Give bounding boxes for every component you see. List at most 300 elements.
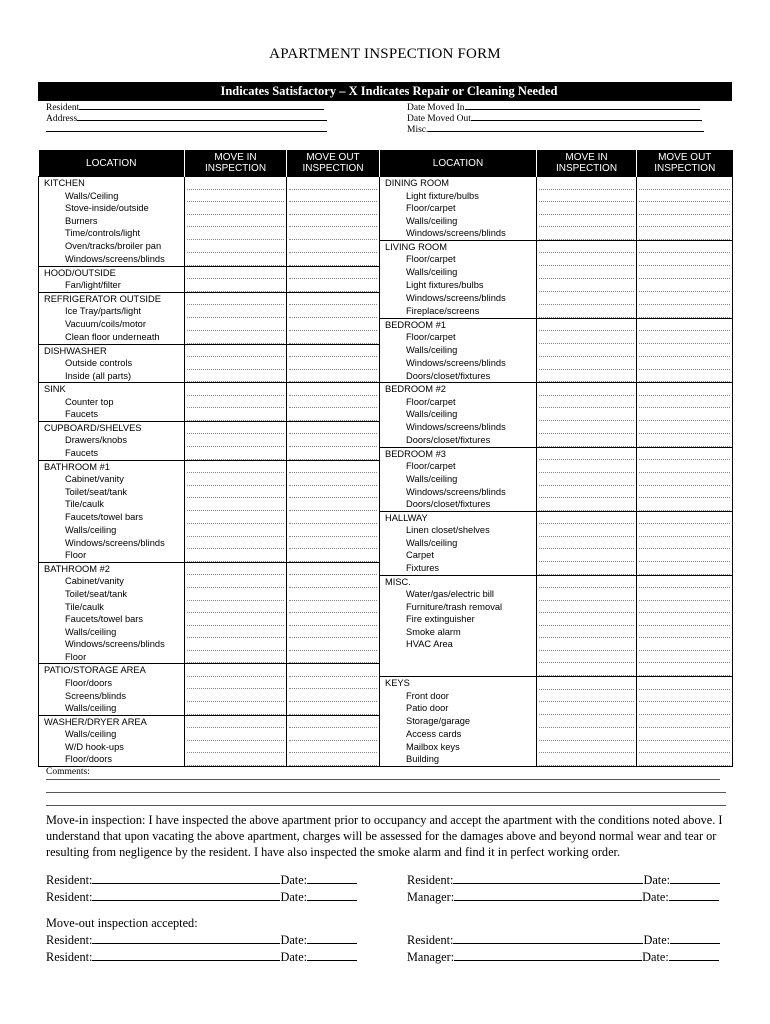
move-in-inspection-cell[interactable] xyxy=(537,227,637,240)
move-in-inspection-cell[interactable] xyxy=(537,292,637,305)
entry-line xyxy=(187,486,284,499)
entry-line xyxy=(539,626,634,639)
resident-signature-field[interactable] xyxy=(92,889,280,901)
header-location-right: LOCATION xyxy=(380,150,537,177)
move-out-inspection-cell[interactable] xyxy=(637,651,733,664)
move-in-inspection-cell[interactable] xyxy=(185,383,287,396)
move-in-inspection-cell[interactable] xyxy=(185,344,287,357)
resident-field[interactable] xyxy=(79,101,324,110)
location-item: Windows/screens/blinds xyxy=(380,421,537,434)
move-in-inspection-cell[interactable] xyxy=(185,753,287,766)
move-out-inspection-cell[interactable] xyxy=(637,537,733,550)
entry-line xyxy=(289,524,377,537)
move-out-inspection-cell[interactable] xyxy=(637,370,733,383)
move-out-inspection-cell[interactable] xyxy=(287,638,380,651)
section-heading: DINING ROOM xyxy=(380,177,537,190)
entry-line xyxy=(539,690,634,703)
location-item: Drawers/knobs xyxy=(39,434,185,447)
entry-line xyxy=(539,562,634,575)
move-in-inspection-cell[interactable] xyxy=(185,664,287,677)
move-out-inspection-cell[interactable] xyxy=(287,728,380,741)
address-field[interactable] xyxy=(77,112,327,121)
move-in-inspection-cell[interactable] xyxy=(185,537,287,550)
entry-line xyxy=(289,305,377,318)
move-out-inspection-cell[interactable] xyxy=(637,524,733,537)
resident-signature-field[interactable] xyxy=(92,932,280,944)
entry-line xyxy=(539,741,634,754)
location-item: Smoke alarm xyxy=(380,626,537,639)
table-row xyxy=(39,511,733,524)
move-in-inspection-cell[interactable] xyxy=(537,266,637,279)
move-in-inspection-cell[interactable] xyxy=(185,227,287,240)
entry-line xyxy=(187,601,284,614)
move-out-inspection-cell[interactable] xyxy=(287,626,380,639)
move-out-inspection-cell[interactable] xyxy=(637,702,733,715)
move-in-inspection-cell[interactable] xyxy=(537,613,637,626)
move-in-inspection-cell[interactable] xyxy=(185,177,287,190)
move-in-inspection-cell[interactable] xyxy=(185,215,287,228)
move-in-inspection-cell[interactable] xyxy=(537,447,637,460)
move-out-inspection-cell[interactable] xyxy=(637,690,733,703)
move-in-inspection-cell[interactable] xyxy=(537,651,637,664)
manager-signature-field[interactable] xyxy=(454,889,642,901)
move-out-inspection-cell[interactable] xyxy=(637,305,733,318)
info-left xyxy=(46,101,327,134)
move-out-inspection-cell[interactable] xyxy=(287,215,380,228)
move-in-inspection-cell[interactable] xyxy=(537,279,637,292)
move-in-inspection-cell[interactable] xyxy=(185,266,287,279)
move-out-inspection-cell[interactable] xyxy=(637,447,733,460)
move-in-inspection-cell[interactable] xyxy=(537,715,637,728)
move-out-inspection-cell[interactable] xyxy=(287,292,380,305)
move-out-inspection-cell[interactable] xyxy=(287,486,380,499)
move-in-inspection-cell[interactable] xyxy=(537,215,637,228)
move-in-inspection-cell[interactable] xyxy=(537,190,637,203)
resident-sig-label: Resident: xyxy=(46,949,93,964)
resident-signature-field[interactable] xyxy=(92,949,280,961)
table-row xyxy=(39,434,733,447)
location-item: Walls/ceiling xyxy=(39,702,185,715)
move-out-inspection-cell[interactable] xyxy=(287,421,380,434)
move-out-inspection-cell[interactable] xyxy=(637,613,733,626)
entry-line xyxy=(539,279,634,292)
move-out-inspection-cell[interactable] xyxy=(637,190,733,203)
move-out-inspection-cell[interactable] xyxy=(637,460,733,473)
entry-line xyxy=(289,728,377,741)
move-in-inspection-cell[interactable] xyxy=(185,447,287,460)
move-in-inspection-cell[interactable] xyxy=(185,511,287,524)
move-out-inspection-cell[interactable] xyxy=(637,715,733,728)
entry-line xyxy=(539,601,634,614)
move-out-inspection-cell[interactable] xyxy=(637,601,733,614)
entry-line xyxy=(289,253,377,266)
move-in-inspection-cell[interactable] xyxy=(537,434,637,447)
move-in-inspection-cell[interactable] xyxy=(537,473,637,486)
location-item: Floor/carpet xyxy=(380,202,537,215)
move-in-inspection-cell[interactable] xyxy=(185,473,287,486)
entry-line xyxy=(289,664,377,677)
move-in-inspection-cell[interactable] xyxy=(537,408,637,421)
move-in-inspection-cell[interactable] xyxy=(537,370,637,383)
move-in-inspection-cell[interactable] xyxy=(185,305,287,318)
move-out-inspection-cell[interactable] xyxy=(287,524,380,537)
misc-field[interactable] xyxy=(428,123,704,132)
move-in-inspection-cell[interactable] xyxy=(185,486,287,499)
entry-line xyxy=(289,511,377,524)
move-out-inspection-cell[interactable] xyxy=(287,677,380,690)
section-heading: KEYS xyxy=(380,677,537,690)
move-in-inspection-cell[interactable] xyxy=(185,601,287,614)
entry-line xyxy=(639,448,730,461)
comments-line-3[interactable] xyxy=(46,793,726,806)
move-in-inspection-cell[interactable] xyxy=(185,460,287,473)
move-in-inspection-cell[interactable] xyxy=(537,460,637,473)
entry-line xyxy=(187,690,284,703)
move-in-inspection-cell[interactable] xyxy=(185,549,287,562)
move-out-inspection-cell[interactable] xyxy=(287,537,380,550)
move-out-inspection-cell[interactable] xyxy=(637,677,733,690)
move-in-inspection-cell[interactable] xyxy=(537,331,637,344)
move-out-inspection-cell[interactable] xyxy=(287,383,380,396)
resident-date-field[interactable] xyxy=(307,932,357,944)
entry-line xyxy=(639,588,730,601)
comments-field[interactable] xyxy=(46,767,720,780)
move-out-inspection-cell[interactable] xyxy=(287,240,380,253)
move-out-inspection-cell[interactable] xyxy=(287,753,380,766)
move-out-inspection-cell[interactable] xyxy=(287,715,380,728)
move-in-inspection-cell[interactable] xyxy=(537,741,637,754)
move-out-inspection-cell[interactable] xyxy=(287,331,380,344)
move-out-inspection-cell[interactable] xyxy=(637,331,733,344)
move-in-inspection-cell[interactable] xyxy=(537,177,637,190)
move-out-inspection-cell[interactable] xyxy=(637,638,733,651)
move-in-inspection-cell[interactable] xyxy=(537,357,637,370)
move-out-inspection-cell[interactable] xyxy=(287,279,380,292)
move-out-inspection-cell[interactable] xyxy=(287,613,380,626)
move-in-inspection-cell[interactable] xyxy=(185,562,287,575)
table-row xyxy=(39,177,733,190)
entry-line xyxy=(539,524,634,537)
address-label: Address xyxy=(46,114,78,124)
move-out-inspection-cell[interactable] xyxy=(287,305,380,318)
table-row xyxy=(39,344,733,357)
move-in-inspection-cell[interactable] xyxy=(185,638,287,651)
entry-line xyxy=(639,331,730,344)
move-out-inspection-cell[interactable] xyxy=(287,575,380,588)
move-in-inspection-cell[interactable] xyxy=(537,511,637,524)
move-out-inspection-cell[interactable] xyxy=(287,498,380,511)
location-item: Front door xyxy=(380,690,537,703)
move-in-inspection-cell[interactable] xyxy=(185,253,287,266)
move-in-inspection-cell[interactable] xyxy=(185,408,287,421)
move-out-inspection-cell[interactable] xyxy=(287,190,380,203)
move-in-inspection-cell[interactable] xyxy=(185,677,287,690)
move-in-inspection-cell[interactable] xyxy=(185,279,287,292)
move-in-inspection-cell[interactable] xyxy=(185,651,287,664)
move-in-inspection-cell[interactable] xyxy=(185,240,287,253)
table-row xyxy=(39,240,733,253)
move-out-inspection-cell[interactable] xyxy=(287,227,380,240)
move-out-inspection-cell[interactable] xyxy=(287,601,380,614)
resident-signature-field[interactable] xyxy=(453,872,643,884)
resident-label: Resident xyxy=(46,103,80,113)
move-out-inspection-cell[interactable] xyxy=(287,651,380,664)
resident-sig-label: Resident: xyxy=(46,933,93,947)
move-in-inspection-cell[interactable] xyxy=(537,588,637,601)
move-out-inspection-cell[interactable] xyxy=(637,357,733,370)
move-out-inspection-cell[interactable] xyxy=(287,588,380,601)
move-in-inspection-cell[interactable] xyxy=(185,202,287,215)
move-out-inspection-cell[interactable] xyxy=(287,460,380,473)
resident-date-field[interactable] xyxy=(307,872,357,884)
move-in-inspection-cell[interactable] xyxy=(537,690,637,703)
resident-date-field[interactable] xyxy=(670,872,720,884)
move-out-inspection-cell[interactable] xyxy=(637,498,733,511)
move-in-inspection-cell[interactable] xyxy=(537,486,637,499)
move-in-inspection-cell[interactable] xyxy=(185,190,287,203)
move-out-inspection-cell[interactable] xyxy=(637,473,733,486)
move-out-inspection-cell[interactable] xyxy=(287,357,380,370)
entry-line xyxy=(639,601,730,614)
move-in-inspection-cell[interactable] xyxy=(537,638,637,651)
move-out-inspection-cell[interactable] xyxy=(287,511,380,524)
move-in-inspection-cell[interactable] xyxy=(185,434,287,447)
move-in-inspection-cell[interactable] xyxy=(537,753,637,766)
move-out-inspection-cell[interactable] xyxy=(637,549,733,562)
move-out-inspection-cell[interactable] xyxy=(637,240,733,253)
manager-date-field[interactable] xyxy=(669,949,719,961)
move-out-inspection-cell[interactable] xyxy=(637,215,733,228)
location-item xyxy=(380,651,537,664)
resident-signature-field[interactable] xyxy=(92,872,280,884)
table-row xyxy=(39,562,733,575)
move-in-inspection-cell[interactable] xyxy=(537,396,637,409)
move-out-inspection-cell[interactable] xyxy=(287,434,380,447)
move-in-inspection-cell[interactable] xyxy=(537,664,637,677)
move-in-inspection-cell[interactable] xyxy=(537,575,637,588)
move-in-inspection-cell[interactable] xyxy=(537,677,637,690)
location-item: Cabinet/vanity xyxy=(39,575,185,588)
section-heading: BATHROOM #1 xyxy=(39,460,185,473)
move-out-inspection-cell[interactable] xyxy=(287,396,380,409)
location-item: Furniture/trash removal xyxy=(380,601,537,614)
entry-line xyxy=(539,728,634,741)
move-out-inspection-cell[interactable] xyxy=(637,253,733,266)
move-out-inspection-cell[interactable] xyxy=(287,447,380,460)
move-out-inspection-cell[interactable] xyxy=(287,202,380,215)
move-in-inspection-cell[interactable] xyxy=(185,370,287,383)
move-in-inspection-cell[interactable] xyxy=(537,202,637,215)
move-out-inspection-cell[interactable] xyxy=(637,421,733,434)
entry-line xyxy=(187,613,284,626)
inspection-table xyxy=(38,150,733,767)
entry-line xyxy=(289,345,377,358)
header-move-in-right: MOVE IN INSPECTION xyxy=(537,150,637,177)
entry-line xyxy=(187,498,284,511)
manager-sig-label: Manager: xyxy=(407,949,455,964)
move-in-inspection-cell[interactable] xyxy=(185,702,287,715)
table-row xyxy=(39,318,733,331)
move-in-inspection-cell[interactable] xyxy=(537,498,637,511)
move-in-inspection-cell[interactable] xyxy=(185,498,287,511)
table-row xyxy=(39,331,733,344)
move-in-inspection-cell[interactable] xyxy=(537,383,637,396)
move-out-inspection-cell[interactable] xyxy=(287,562,380,575)
move-in-signatures-left xyxy=(46,872,357,905)
move-in-inspection-cell[interactable] xyxy=(185,613,287,626)
move-out-inspection-cell[interactable] xyxy=(637,486,733,499)
move-out-inspection-cell[interactable] xyxy=(287,318,380,331)
entry-line xyxy=(289,588,377,601)
move-out-inspection-cell[interactable] xyxy=(287,664,380,677)
move-out-inspection-cell[interactable] xyxy=(637,177,733,190)
entry-line xyxy=(539,638,634,651)
move-out-inspection-cell[interactable] xyxy=(637,344,733,357)
move-in-inspection-cell[interactable] xyxy=(537,728,637,741)
move-out-inspection-cell[interactable] xyxy=(287,266,380,279)
entry-line xyxy=(187,447,284,460)
entry-line xyxy=(187,177,284,190)
move-out-inspection-cell[interactable] xyxy=(287,177,380,190)
table-row xyxy=(39,370,733,383)
move-out-inspection-cell[interactable] xyxy=(637,227,733,240)
table-row xyxy=(39,215,733,228)
move-in-inspection-cell[interactable] xyxy=(537,702,637,715)
date-moved-in-field[interactable] xyxy=(465,101,700,110)
entry-line xyxy=(289,690,377,703)
move-in-inspection-cell[interactable] xyxy=(185,357,287,370)
move-in-inspection-cell[interactable] xyxy=(185,690,287,703)
move-out-inspection-cell[interactable] xyxy=(637,626,733,639)
location-item xyxy=(380,664,537,677)
entry-line xyxy=(539,448,634,461)
move-out-inspection-cell[interactable] xyxy=(637,266,733,279)
move-out-inspection-cell[interactable] xyxy=(637,511,733,524)
manager-date-field[interactable] xyxy=(669,889,719,901)
move-in-inspection-cell[interactable] xyxy=(537,549,637,562)
location-item: Doors/closet/fixtures xyxy=(380,498,537,511)
location-item: Windows/screens/blinds xyxy=(380,357,537,370)
entry-line xyxy=(639,728,730,741)
move-in-inspection-cell[interactable] xyxy=(537,537,637,550)
entry-line xyxy=(289,202,377,215)
move-out-inspection-cell[interactable] xyxy=(637,383,733,396)
resident-date-field[interactable] xyxy=(307,949,357,961)
table-row xyxy=(39,702,733,715)
move-out-signatures-left xyxy=(46,932,357,965)
address-field-line2[interactable] xyxy=(46,123,327,132)
entry-line xyxy=(639,190,730,203)
header-move-out-right: MOVE OUT INSPECTION xyxy=(637,150,733,177)
resident-signature-field[interactable] xyxy=(453,932,643,944)
move-in-inspection-cell[interactable] xyxy=(185,741,287,754)
entry-line xyxy=(187,227,284,240)
move-out-inspection-cell[interactable] xyxy=(637,279,733,292)
move-out-inspection-cell[interactable] xyxy=(637,562,733,575)
location-item: Windows/screens/blinds xyxy=(39,537,185,550)
move-out-inspection-cell[interactable] xyxy=(637,664,733,677)
move-in-inspection-cell[interactable] xyxy=(185,331,287,344)
move-in-inspection-cell[interactable] xyxy=(537,240,637,253)
page-title: APARTMENT INSPECTION FORM xyxy=(269,46,501,62)
move-in-inspection-cell[interactable] xyxy=(185,318,287,331)
move-in-inspection-cell[interactable] xyxy=(185,292,287,305)
move-in-inspection-cell[interactable] xyxy=(537,253,637,266)
entry-line xyxy=(289,613,377,626)
move-out-inspection-cell[interactable] xyxy=(637,292,733,305)
move-out-inspection-cell[interactable] xyxy=(637,753,733,766)
move-out-inspection-cell[interactable] xyxy=(637,434,733,447)
move-in-inspection-cell[interactable] xyxy=(185,715,287,728)
entry-line xyxy=(539,227,634,240)
move-out-inspection-cell[interactable] xyxy=(637,728,733,741)
move-out-inspection-cell[interactable] xyxy=(287,473,380,486)
move-in-inspection-cell[interactable] xyxy=(185,396,287,409)
move-in-inspection-cell[interactable] xyxy=(537,524,637,537)
table-row xyxy=(39,715,733,728)
move-in-inspection-cell[interactable] xyxy=(185,575,287,588)
resident-date-field[interactable] xyxy=(307,889,357,901)
location-item: Windows/screens/blinds xyxy=(39,638,185,651)
resident-date-field[interactable] xyxy=(670,932,720,944)
entry-line xyxy=(289,331,377,344)
location-item: Floor xyxy=(39,549,185,562)
move-out-inspection-cell[interactable] xyxy=(287,702,380,715)
move-out-inspection-cell[interactable] xyxy=(287,741,380,754)
move-in-inspection-cell[interactable] xyxy=(185,626,287,639)
location-item: Counter top xyxy=(39,396,185,409)
move-in-inspection-cell[interactable] xyxy=(537,421,637,434)
move-in-inspection-cell[interactable] xyxy=(185,588,287,601)
move-out-inspection-cell[interactable] xyxy=(287,344,380,357)
move-in-inspection-cell[interactable] xyxy=(537,626,637,639)
move-out-inspection-cell[interactable] xyxy=(287,370,380,383)
move-in-inspection-cell[interactable] xyxy=(537,344,637,357)
move-out-inspection-cell[interactable] xyxy=(637,318,733,331)
comments-line-2[interactable] xyxy=(46,780,726,793)
date-moved-out-field[interactable] xyxy=(471,112,702,121)
entry-line xyxy=(639,421,730,434)
move-in-inspection-cell[interactable] xyxy=(185,421,287,434)
table-row xyxy=(39,279,733,292)
table-row xyxy=(39,677,733,690)
move-in-inspection-cell[interactable] xyxy=(537,601,637,614)
move-in-inspection-cell[interactable] xyxy=(537,305,637,318)
move-out-inspection-cell[interactable] xyxy=(637,741,733,754)
move-in-inspection-cell[interactable] xyxy=(185,524,287,537)
move-out-inspection-cell[interactable] xyxy=(637,202,733,215)
entry-line xyxy=(539,253,634,266)
move-in-inspection-cell[interactable] xyxy=(537,562,637,575)
location-item: Clean floor underneath xyxy=(39,331,185,344)
date-label: Date: xyxy=(643,873,671,887)
move-out-inspection-cell[interactable] xyxy=(637,396,733,409)
entry-line xyxy=(289,626,377,639)
location-item: Burners xyxy=(39,215,185,228)
move-out-inspection-cell[interactable] xyxy=(287,690,380,703)
entry-line xyxy=(289,498,377,511)
move-out-inspection-cell[interactable] xyxy=(287,549,380,562)
location-item: Time/controls/light xyxy=(39,227,185,240)
move-out-inspection-cell[interactable] xyxy=(637,408,733,421)
manager-signature-field[interactable] xyxy=(454,949,642,961)
move-out-inspection-cell[interactable] xyxy=(287,253,380,266)
move-out-inspection-cell[interactable] xyxy=(637,588,733,601)
move-out-inspection-cell[interactable] xyxy=(637,575,733,588)
move-out-inspection-cell[interactable] xyxy=(287,408,380,421)
move-in-inspection-cell[interactable] xyxy=(185,728,287,741)
move-in-inspection-cell[interactable] xyxy=(537,318,637,331)
